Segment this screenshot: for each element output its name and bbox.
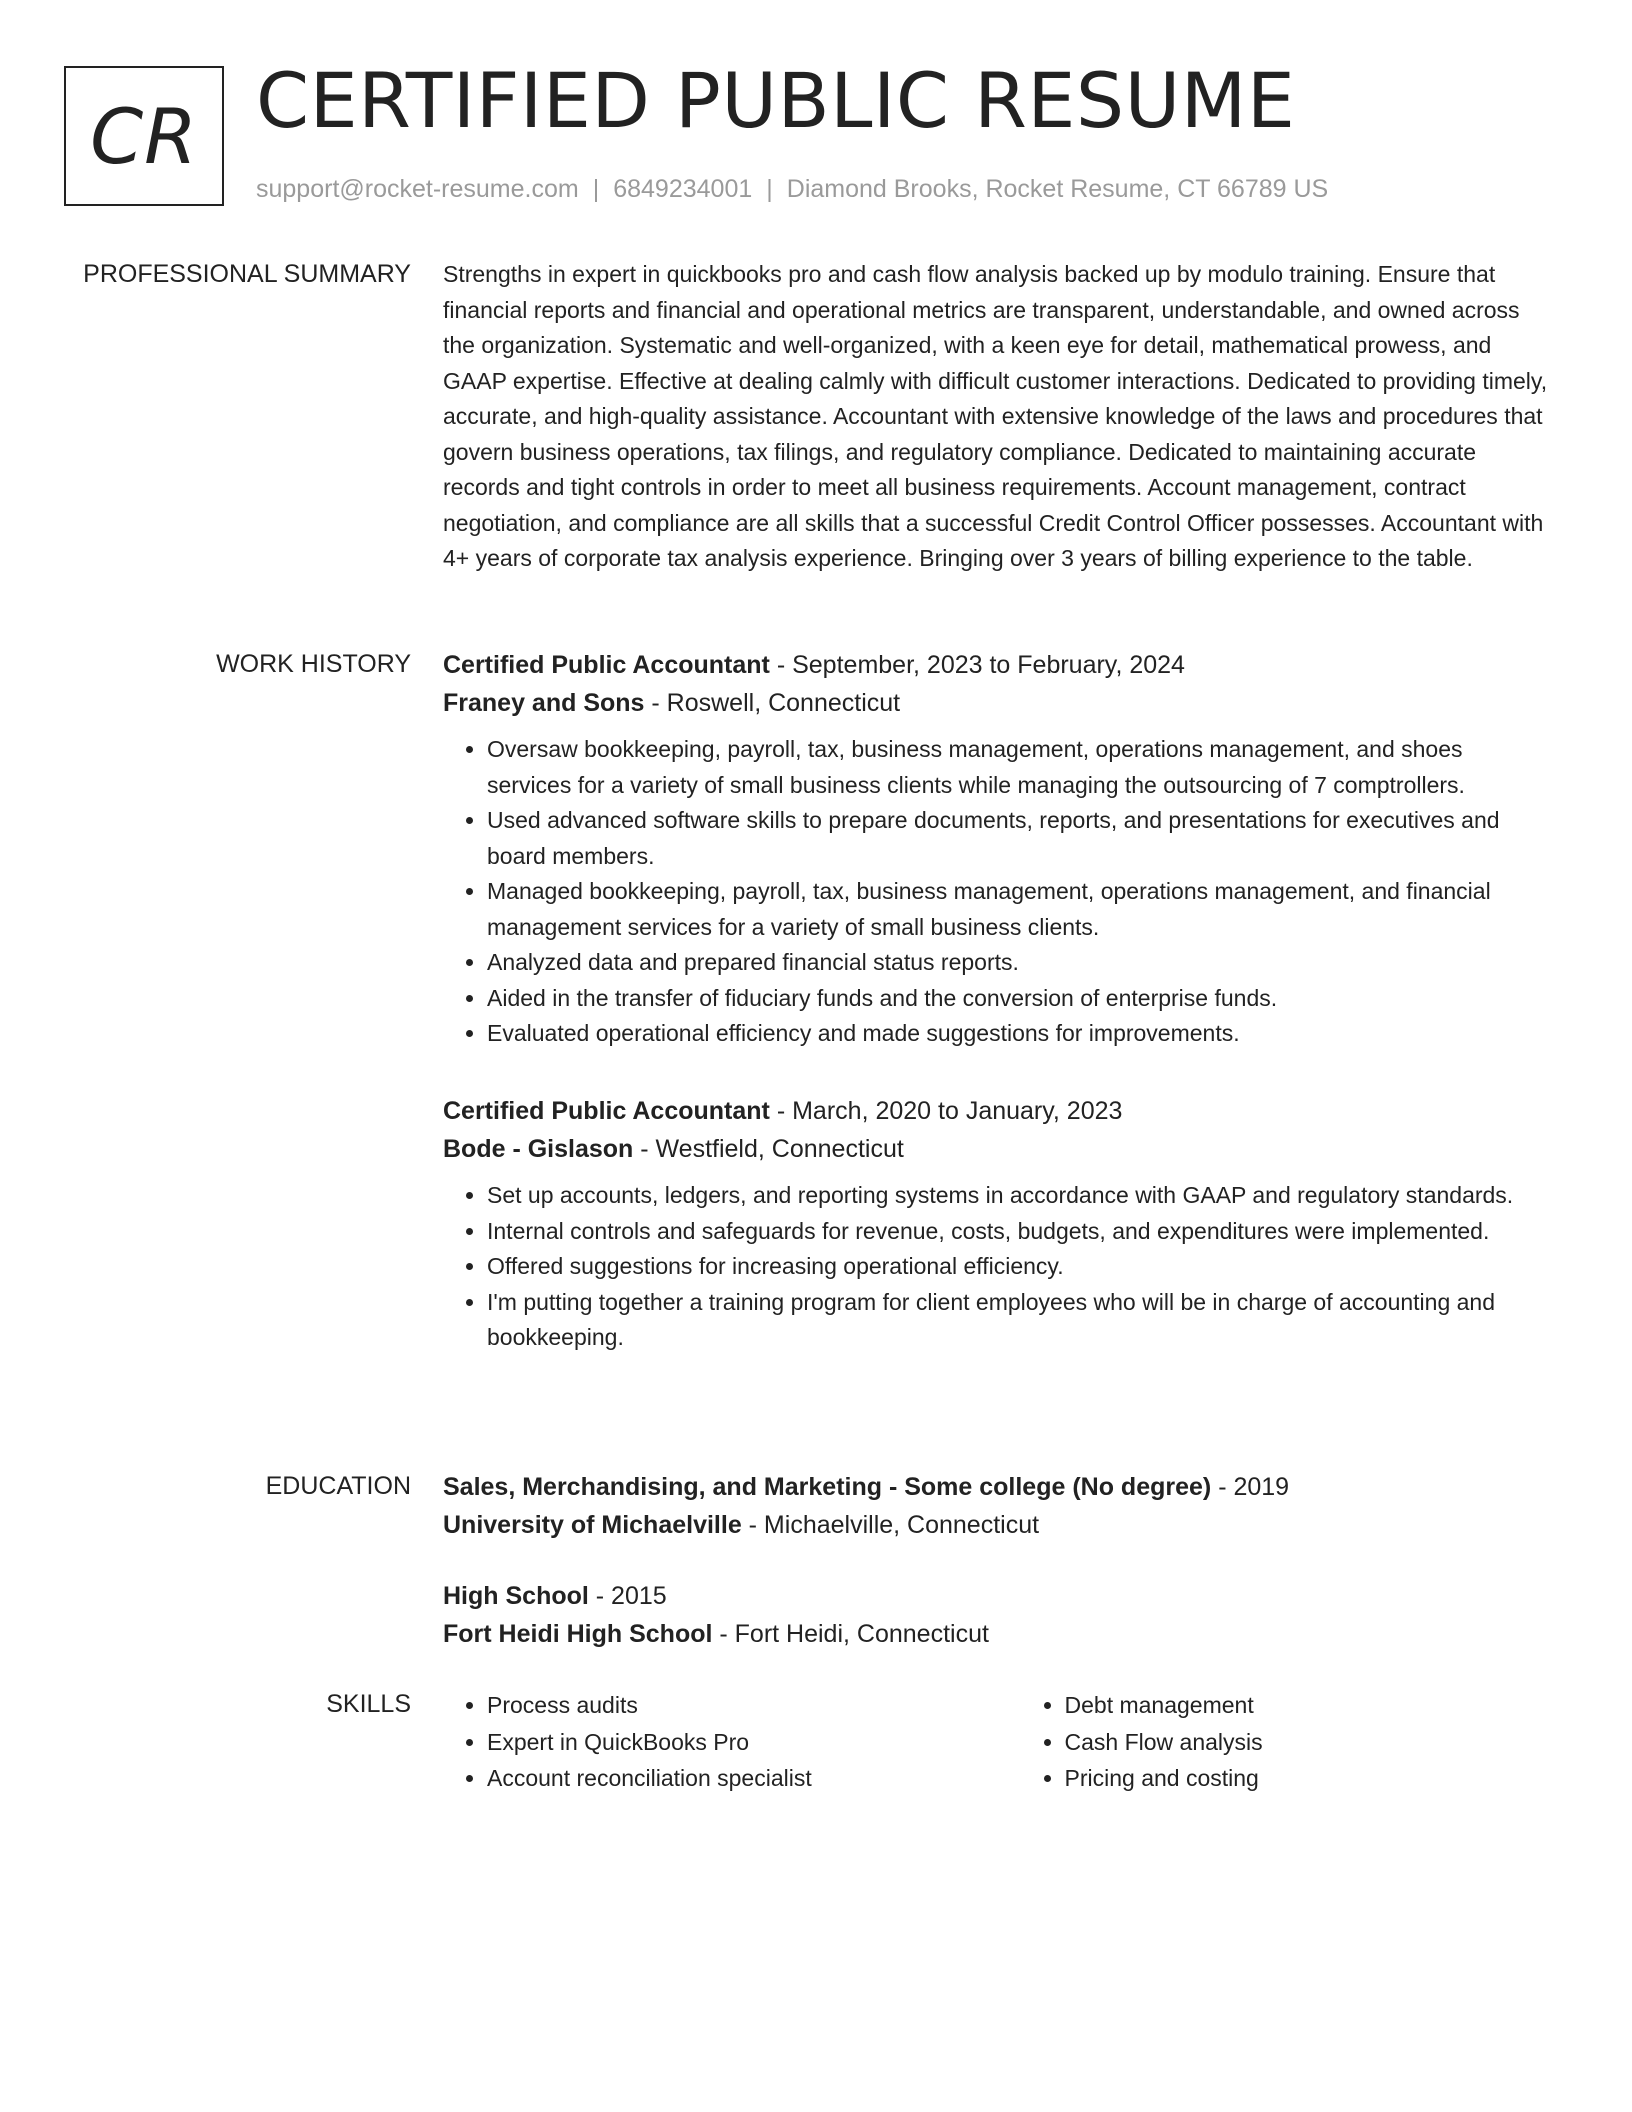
section-label-education: EDUCATION — [265, 1472, 411, 1500]
education-entry — [443, 1468, 1553, 1544]
skills-list-right — [1021, 1687, 1554, 1797]
skill-item: • Process audits — [487, 1687, 976, 1724]
job-bullet: • Offered suggestions for increasing operational efficiency. — [487, 1249, 1553, 1285]
education-school: Fort Heidi High School — [443, 1620, 713, 1648]
job-entry — [443, 1092, 1553, 1356]
job-entry — [443, 646, 1553, 1052]
education-school-line — [443, 1615, 1553, 1653]
job-bullet: • Used advanced software skills to prepare documents, reports, and presentations for executives and board members. — [487, 803, 1553, 874]
job-title-line — [443, 1092, 1553, 1130]
section-label-skills: SKILLS — [326, 1690, 411, 1718]
work-body — [443, 646, 1553, 1350]
resume-name: CERTIFIED PUBLIC RESUME — [256, 56, 1296, 145]
education-body — [443, 1468, 1553, 1648]
skill-item: • Expert in QuickBooks Pro — [487, 1724, 976, 1761]
contact-phone: 6849234001 — [613, 175, 753, 203]
job-bullet: • Oversaw bookkeeping, payroll, tax, business management, operations management, and shoes services for a variety of small business clients while managing the outsourcing of 7 comptrollers. — [487, 732, 1553, 803]
job-title-line — [443, 646, 1553, 684]
job-bullet: • Managed bookkeeping, payroll, tax, business management, operations management, and financial management services for a variety of small business clients. — [487, 874, 1553, 945]
job-company-line — [443, 684, 1553, 722]
education-year: - 2015 — [588, 1582, 667, 1610]
section-label-summary: PROFESSIONAL SUMMARY — [83, 260, 411, 288]
job-bullets — [443, 732, 1553, 1052]
job-title: Certified Public Accountant — [443, 1097, 770, 1125]
skills-list-left — [443, 1687, 976, 1797]
job-location: - Roswell, Connecticut — [644, 689, 901, 717]
education-degree-line — [443, 1468, 1553, 1506]
contact-line — [256, 172, 1328, 206]
skill-item: • Account reconciliation specialist — [487, 1760, 976, 1797]
contact-separator: | — [766, 175, 773, 203]
job-title: Certified Public Accountant — [443, 651, 770, 679]
education-school: University of Michaelville — [443, 1511, 742, 1539]
job-bullets — [443, 1178, 1553, 1356]
job-company: Bode - Gislason — [443, 1135, 634, 1163]
education-location: - Fort Heidi, Connecticut — [712, 1620, 989, 1648]
education-year: - 2019 — [1211, 1473, 1290, 1501]
monogram-box — [64, 66, 224, 206]
skill-item: • Debt management — [1065, 1687, 1554, 1724]
job-bullet: • Aided in the transfer of fiduciary funds and the conversion of enterprise funds. — [487, 981, 1553, 1017]
skills-columns — [443, 1687, 1553, 1797]
job-bullet: • Internal controls and safeguards for revenue, costs, budgets, and expenditures were implemented. — [487, 1214, 1553, 1250]
job-location: - Westfield, Connecticut — [633, 1135, 904, 1163]
education-degree: Sales, Merchandising, and Marketing - Some college (No degree) — [443, 1473, 1212, 1501]
job-company-line — [443, 1130, 1553, 1168]
education-school-line — [443, 1506, 1553, 1544]
skill-item: • Cash Flow analysis — [1065, 1724, 1554, 1761]
contact-email: support@rocket-resume.com — [256, 175, 579, 203]
summary-text: Strengths in expert in quickbooks pro and cash flow analysis backed up by modulo training. Ensure that financial reports and financial and operational metrics are transparent, understandable, and owned across the organization. Systematic and well-organized, with a keen eye for detail, mathematical prowess, and GAAP expertise. Effective at dealing calmly with difficult customer interactions. Dedicated to providing timely, accurate, and high-quality assistance. Accountant with extensive knowledge of the laws and procedures that govern business operations, tax filings, and regulatory compliance. Dedicated to maintaining accurate records and tight controls in order to meet all business requirements. Account management, contract negotiation, and compliance are all skills that a successful Credit Control Officer possesses. Accountant with 4+ years of corporate tax analysis experience. Bringing over 3 years of billing experience to the table. — [443, 261, 1548, 571]
job-bullet: • Analyzed data and prepared financial status reports. — [487, 945, 1553, 981]
contact-address: Diamond Brooks, Rocket Resume, CT 66789 US — [786, 175, 1329, 203]
monogram-initials: CR — [90, 91, 198, 181]
job-bullet: • I'm putting together a training program for client employees who will be in charge of accounting and bookkeeping. — [487, 1285, 1553, 1356]
section-label-work: WORK HISTORY — [216, 650, 411, 678]
skills-body — [443, 1687, 1553, 1797]
job-bullet: • Set up accounts, ledgers, and reporting systems in accordance with GAAP and regulatory standards. — [487, 1178, 1553, 1214]
job-dates: - March, 2020 to January, 2023 — [769, 1097, 1123, 1125]
job-company: Franey and Sons — [443, 689, 645, 717]
skill-item: • Pricing and costing — [1065, 1760, 1554, 1797]
education-location: - Michaelville, Connecticut — [741, 1511, 1040, 1539]
job-dates: - September, 2023 to February, 2024 — [769, 651, 1185, 679]
contact-separator: | — [592, 175, 600, 203]
education-degree-line — [443, 1577, 1553, 1615]
job-bullet: • Evaluated operational efficiency and made suggestions for improvements. — [487, 1016, 1553, 1052]
summary-body — [443, 257, 1553, 577]
education-degree: High School — [443, 1582, 589, 1610]
education-entry — [443, 1577, 1553, 1653]
